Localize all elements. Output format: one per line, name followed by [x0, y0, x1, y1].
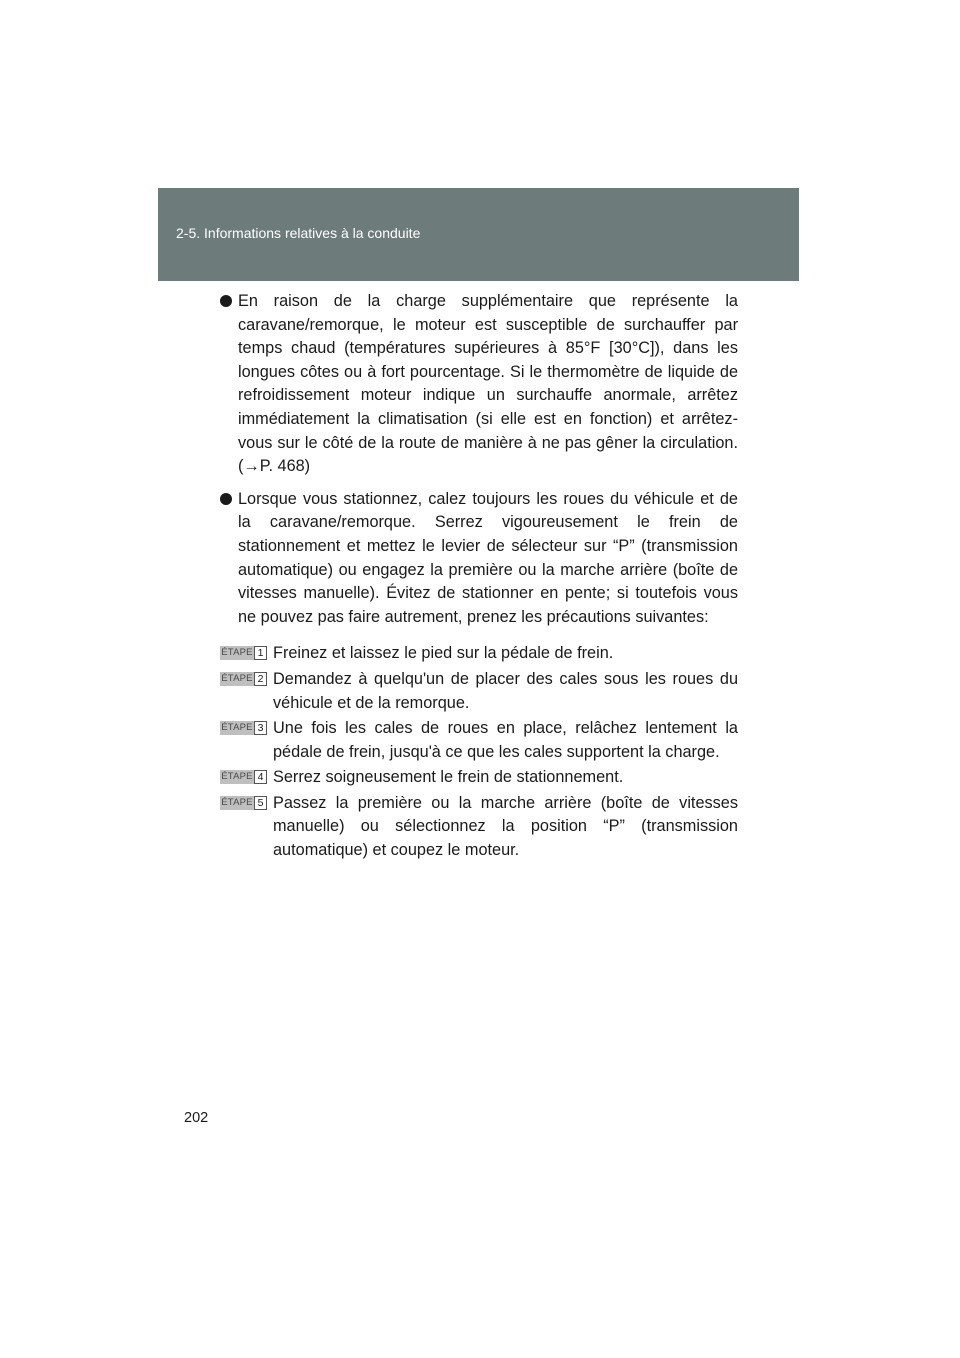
- step-badge: [220, 721, 267, 735]
- bullet-text: En raison de la charge supplémentaire que représente la caravane/remorque, le moteur est susceptible de surchauffer par temps chaud (températures supérieures à 85°F [30°C]), dans les longues côtes ou à fort pourcentage. Si le thermomètre de liquide de refroidissement moteur indique un surchauffe anormale, arrêtez immédiatement la climatisation (si elle est en fonction) et arrêtez-vous sur le côté de la route de manière à ne pas gêner la circulation. (→P. 468): [238, 292, 738, 476]
- page-number: 202: [184, 1110, 209, 1126]
- step-number: 5: [254, 796, 267, 810]
- step-label: ÉTAPE: [221, 672, 253, 684]
- step-badge: [220, 796, 267, 810]
- section-title: 2-5. Informations relatives à la conduite: [176, 225, 421, 241]
- step-item: [220, 642, 738, 666]
- step-label: ÉTAPE: [221, 647, 253, 659]
- step-text: Serrez soigneusement le frein de stationnement.: [273, 768, 624, 787]
- step-number: 1: [254, 646, 267, 660]
- page-content: [220, 290, 738, 865]
- step-text: Freinez et laissez le pied sur la pédale de frein.: [273, 644, 614, 663]
- step-item: [220, 717, 738, 764]
- watermark-logo: carmanualsonline.info: [622, 1316, 894, 1344]
- bullet-dot-icon: [220, 493, 232, 505]
- step-item: [220, 766, 738, 790]
- bullet-dot-icon: [220, 295, 232, 307]
- step-text: Une fois les cales de roues en place, relâchez lentement la pédale de frein, jusqu'à ce que les cales supportent la charge.: [273, 719, 738, 761]
- bullet-text: Lorsque vous stationnez, calez toujours les roues du véhicule et de la caravane/remorque. Serrez vigoureusement le frein de stationnement et mettez le levier de sélecteur sur “P” (transmission automatique) ou engagez la première ou la marche arrière (boîte de vitesses manuelle). Évitez de stationner en pente; si toutefois vous ne pouvez pas faire autrement, prenez les précautions suivantes:: [238, 489, 738, 626]
- step-label: ÉTAPE: [221, 722, 253, 734]
- bullet-paragraph: [220, 290, 738, 479]
- step-number: 4: [254, 770, 267, 784]
- step-text: Demandez à quelqu'un de placer des cales sous les roues du véhicule et de la remorque.: [273, 669, 738, 712]
- step-label: ÉTAPE: [221, 796, 253, 808]
- bullet-paragraph: [220, 488, 738, 630]
- step-text: Passez la première ou la marche arrière (boîte de vitesses manuelle) ou sélectionnez la position “P” (transmission automatique) et coupez le moteur.: [273, 793, 738, 860]
- step-item: [220, 668, 738, 715]
- step-number: 2: [254, 672, 267, 686]
- section-header-band: [158, 188, 799, 281]
- step-list: [220, 642, 738, 862]
- step-badge: [220, 770, 267, 784]
- step-item: [220, 792, 738, 863]
- step-badge: [220, 646, 267, 660]
- step-label: ÉTAPE: [221, 771, 253, 783]
- step-number: 3: [254, 721, 267, 735]
- step-badge: [220, 672, 267, 686]
